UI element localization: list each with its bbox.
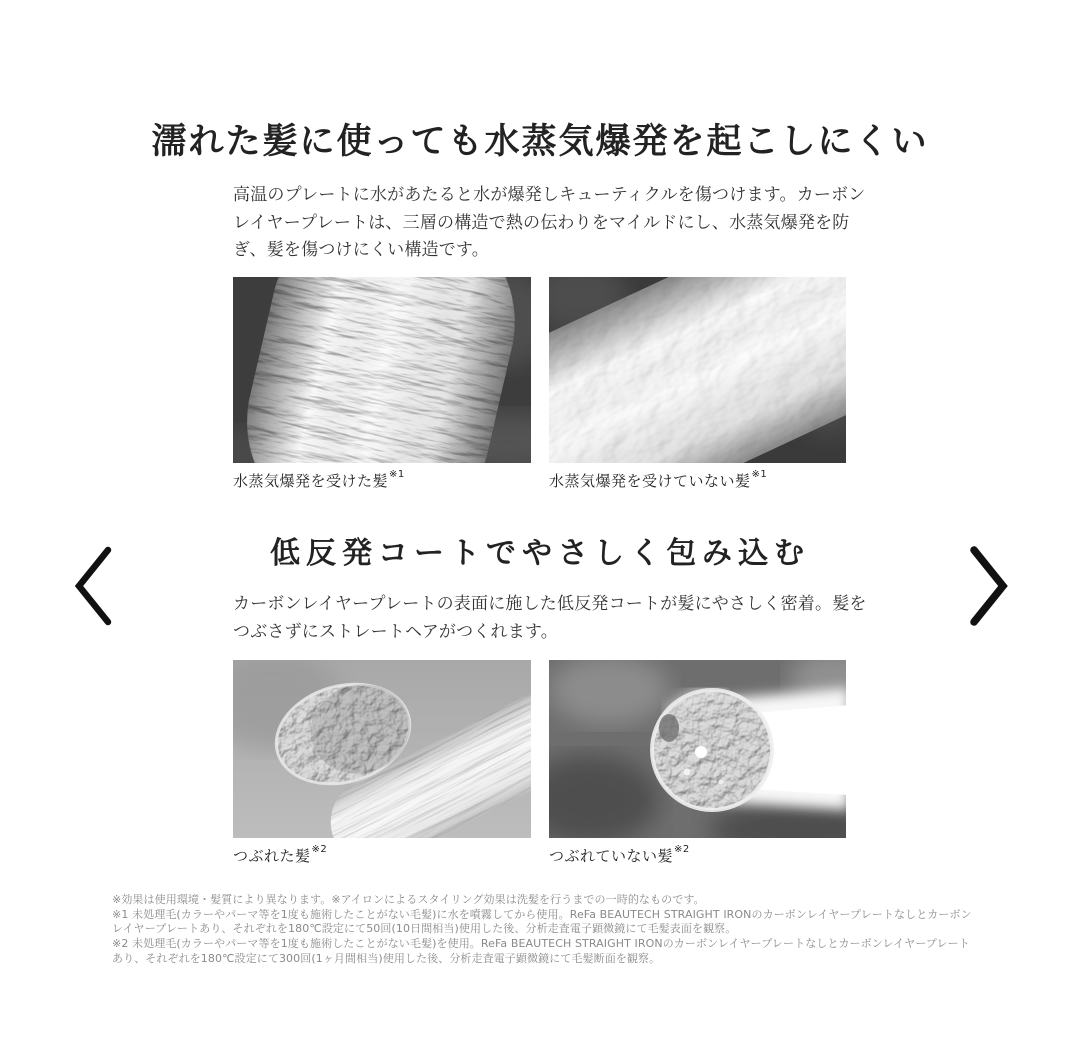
footnote-ref: ※2 <box>311 844 328 855</box>
footnote-ref: ※1 <box>751 469 768 480</box>
sem-image-round <box>549 660 846 866</box>
caption-steam-healthy: 水蒸気爆発を受けていない髪$^{※1}$ <box>549 469 768 490</box>
coat-image-pair <box>233 660 846 866</box>
section-steam-body: 高温のプレートに水があたると水が爆発しキューティクルを傷つけます。カーボンレイヤープレートは、三層の構造で熱の伝わりをマイルドにし、水蒸気爆発を防ぎ、髪を傷つけにくい構造です。 <box>233 185 866 261</box>
sem-image-steam-damaged <box>233 277 531 491</box>
section-coat-heading: 低反発コートでやさしく包み込む <box>270 536 810 571</box>
footnote-ref: ※2 <box>674 844 690 855</box>
footnote-2: ※2 未処理毛(カラーやパーマ等を1度も施術したことがない毛髪)を使用。ReFa BEAUTECH STRAIGHT IRONのカーボンレイヤープレートなしとカーボンレイヤープレートあり、それぞれを180℃設定にて300回(1ヶ月間相当)使用した後、分析走査電子顕微鏡にて毛髪断面を観察。 <box>112 937 970 965</box>
steam-image-pair <box>233 277 846 491</box>
footnote-1: ※1 未処理毛(カラーやパーマ等を1度も施術したことがない毛髪)に水を噴霧してから使用。ReFa BEAUTECH STRAIGHT IRONのカーボンレイヤープレートなしとカーボンレイヤープレートあり、それぞれを180℃設定にて50回(10日間相当)使用した後、分析走査電子顕微鏡にて毛髪表面を観察。 <box>112 907 972 936</box>
sem-damaged-hair-image <box>233 277 531 463</box>
sem-image-steam-healthy <box>549 277 846 491</box>
section-steam-heading: 濡れた髪に使っても水蒸気爆発を起こしにくい <box>151 122 929 162</box>
sem-healthy-hair-image <box>549 277 846 463</box>
caption-round: つぶれていない髪$^{※2}$ <box>549 844 690 865</box>
sem-crushed-hair-image <box>233 660 531 838</box>
section-coat-body: カーボンレイヤープレートの表面に施した低反発コートが髪にやさしく密着。髪をつぶさずにストレートヘアがつくれます。 <box>233 594 867 642</box>
caption-crushed: つぶれた髪$^{※2}$ <box>233 844 328 865</box>
footnote-general: ※効果は使用環境・髪質により異なります。※アイロンによるスタイリング効果は洗髪を行うまでの一時的なものです。 <box>112 893 705 906</box>
footnote-ref: ※1 <box>389 469 405 480</box>
sem-round-hair-image <box>549 660 846 838</box>
caption-steam-damaged: 水蒸気爆発を受けた髪$^{※1}$ <box>233 469 405 490</box>
footnotes <box>112 893 980 967</box>
sem-image-crushed <box>233 660 531 866</box>
